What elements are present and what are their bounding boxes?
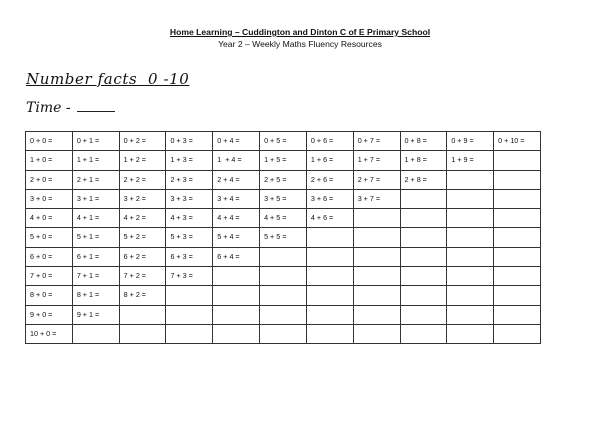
empty-cell [260,305,307,324]
time-label: Time - [26,100,71,116]
school-title: Home Learning – Cuddington and Dinton C of E Primary School [169,27,431,37]
fact-cell[interactable]: 3 + 6 = [306,189,353,208]
empty-cell [400,189,447,208]
fact-cell[interactable]: 6 + 4 = [213,247,260,266]
empty-cell [353,305,400,324]
empty-cell [306,286,353,305]
empty-cell [72,324,119,343]
empty-cell [213,286,260,305]
empty-cell [306,305,353,324]
fact-cell[interactable]: 1 + 7 = [353,151,400,170]
empty-cell [494,151,541,170]
fact-cell[interactable]: 2 + 4 = [213,170,260,189]
table-row [26,151,541,170]
fact-cell[interactable]: 8 + 2 = [119,286,166,305]
empty-cell [213,324,260,343]
empty-cell [213,305,260,324]
empty-cell [353,247,400,266]
fact-cell[interactable]: 7 + 3 = [166,267,213,286]
empty-cell [494,324,541,343]
fact-cell[interactable]: 7 + 0 = [26,267,73,286]
fact-cell[interactable]: 2 + 3 = [166,170,213,189]
fact-cell[interactable]: 4 + 1 = [72,209,119,228]
worksheet-title: Number facts 0 -10 [26,70,190,88]
fact-cell[interactable]: 3 + 7 = [353,189,400,208]
empty-cell [494,189,541,208]
fact-cell[interactable]: 1 + 1 = [72,151,119,170]
fact-cell[interactable]: 2 + 7 = [353,170,400,189]
fact-cell[interactable]: 0 + 7 = [353,132,400,151]
fact-cell[interactable]: 4 + 2 = [119,209,166,228]
fact-cell[interactable]: 5 + 3 = [166,228,213,247]
empty-cell [166,305,213,324]
page-header [0,27,600,51]
empty-cell [494,209,541,228]
fact-cell[interactable]: 3 + 4 = [213,189,260,208]
empty-cell [353,267,400,286]
fact-cell[interactable]: 2 + 1 = [72,170,119,189]
fact-cell[interactable]: 1 + 3 = [166,151,213,170]
empty-cell [306,228,353,247]
fact-cell[interactable]: 5 + 4 = [213,228,260,247]
fact-cell[interactable]: 1 + 0 = [26,151,73,170]
empty-cell [400,305,447,324]
empty-cell [353,286,400,305]
table-row [26,286,541,305]
empty-cell [400,247,447,266]
empty-cell [494,228,541,247]
empty-cell [166,286,213,305]
table-row [26,189,541,208]
empty-cell [306,324,353,343]
fact-cell[interactable]: 6 + 0 = [26,247,73,266]
fact-cell[interactable]: 3 + 0 = [26,189,73,208]
empty-cell [447,324,494,343]
empty-cell [494,286,541,305]
empty-cell [260,267,307,286]
empty-cell [447,170,494,189]
table-row [26,170,541,189]
empty-cell [119,305,166,324]
empty-cell [447,247,494,266]
empty-cell [260,247,307,266]
table-row [26,209,541,228]
fact-cell[interactable]: 1 + 6 = [306,151,353,170]
fact-cell[interactable]: 7 + 2 = [119,267,166,286]
table-row [26,324,541,343]
fact-cell[interactable]: 0 + 9 = [447,132,494,151]
time-field [26,100,115,116]
empty-cell [447,189,494,208]
empty-cell [306,267,353,286]
empty-cell [400,228,447,247]
fact-cell[interactable]: 6 + 3 = [166,247,213,266]
fact-cell[interactable]: 6 + 2 = [119,247,166,266]
fact-cell[interactable]: 8 + 0 = [26,286,73,305]
fact-cell[interactable]: 0 + 0 = [26,132,73,151]
fact-cell[interactable]: 0 + 10 = [494,132,541,151]
empty-cell [260,286,307,305]
fact-cell[interactable]: 1 + 9 = [447,151,494,170]
empty-cell [400,286,447,305]
empty-cell [447,286,494,305]
fact-cell[interactable]: 2 + 2 = [119,170,166,189]
empty-cell [447,209,494,228]
empty-cell [119,324,166,343]
table-row [26,132,541,151]
fact-cell[interactable]: 5 + 2 = [119,228,166,247]
fact-cell[interactable]: 2 + 8 = [400,170,447,189]
fact-cell[interactable]: 0 + 6 = [306,132,353,151]
fact-cell[interactable]: 1 + 8 = [400,151,447,170]
fact-cell[interactable]: 6 + 1 = [72,247,119,266]
fact-cell[interactable]: 0 + 2 = [119,132,166,151]
fact-cell[interactable]: 4 + 0 = [26,209,73,228]
table-row [26,247,541,266]
time-answer-line[interactable] [77,101,115,112]
fact-cell[interactable]: 2 + 0 = [26,170,73,189]
fact-cell[interactable]: 5 + 1 = [72,228,119,247]
table-row [26,305,541,324]
empty-cell [494,247,541,266]
empty-cell [447,305,494,324]
fact-cell[interactable]: 9 + 0 = [26,305,73,324]
empty-cell [353,324,400,343]
table-row [26,228,541,247]
empty-cell [400,267,447,286]
empty-cell [447,267,494,286]
fact-cell[interactable]: 1 + 4 = [213,151,260,170]
fact-cell[interactable]: 1 + 5 = [260,151,307,170]
empty-cell [353,228,400,247]
fact-cell[interactable]: 0 + 8 = [400,132,447,151]
fact-cell[interactable]: 5 + 5 = [260,228,307,247]
fact-cell[interactable]: 10 + 0 = [26,324,73,343]
empty-cell [494,267,541,286]
fact-cell[interactable]: 2 + 6 = [306,170,353,189]
fact-cell[interactable]: 2 + 5 = [260,170,307,189]
empty-cell [306,247,353,266]
empty-cell [494,170,541,189]
table-row [26,267,541,286]
fact-cell[interactable]: 7 + 1 = [72,267,119,286]
fact-cell[interactable]: 0 + 3 = [166,132,213,151]
resource-subtitle: Year 2 – Weekly Maths Fluency Resources [218,39,382,49]
empty-cell [447,228,494,247]
empty-cell [166,324,213,343]
empty-cell [400,209,447,228]
fact-cell[interactable]: 4 + 5 = [260,209,307,228]
fact-cell[interactable]: 5 + 0 = [26,228,73,247]
empty-cell [213,267,260,286]
fact-cell[interactable]: 0 + 1 = [72,132,119,151]
fact-cell[interactable]: 3 + 2 = [119,189,166,208]
fact-cell[interactable]: 0 + 4 = [213,132,260,151]
fact-cell[interactable]: 0 + 5 = [260,132,307,151]
empty-cell [353,209,400,228]
fact-cell[interactable]: 1 + 2 = [119,151,166,170]
empty-cell [494,305,541,324]
fact-cell[interactable]: 3 + 3 = [166,189,213,208]
number-facts-table [25,131,541,344]
fact-cell[interactable]: 3 + 5 = [260,189,307,208]
empty-cell [400,324,447,343]
fact-cell[interactable]: 4 + 3 = [166,209,213,228]
fact-cell[interactable]: 4 + 4 = [213,209,260,228]
fact-cell[interactable]: 8 + 1 = [72,286,119,305]
fact-cell[interactable]: 3 + 1 = [72,189,119,208]
empty-cell [260,324,307,343]
fact-cell[interactable]: 4 + 6 = [306,209,353,228]
fact-cell[interactable]: 9 + 1 = [72,305,119,324]
